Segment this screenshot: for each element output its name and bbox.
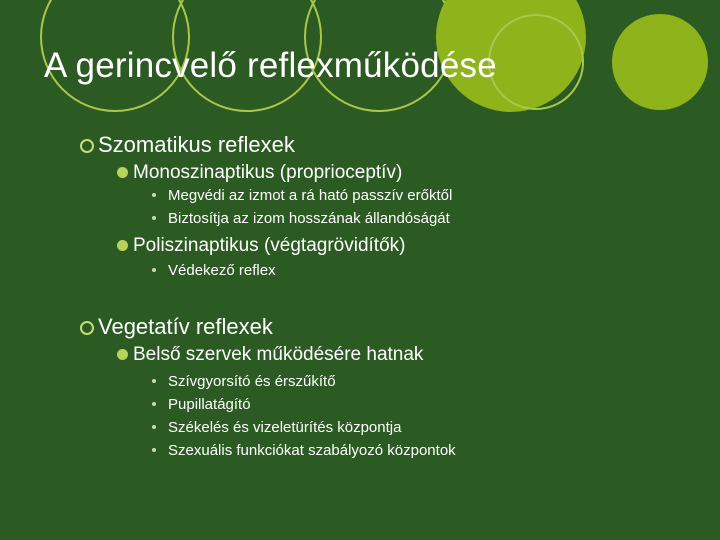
point-text: Szívgyorsító és érszűkítő <box>168 373 336 390</box>
bullet-icon <box>152 425 156 429</box>
subitem-heading <box>117 162 402 184</box>
bullet-icon <box>152 402 156 406</box>
dot-bullet-icon <box>117 349 128 360</box>
decor-circle-outline <box>488 14 584 110</box>
point-text: Biztosítja az izom hosszának állandóságát <box>168 210 450 227</box>
bullet-icon <box>152 379 156 383</box>
point-text: Pupillatágító <box>168 396 251 413</box>
point-text: Szexuális funkciókat szabályozó központok <box>168 442 456 459</box>
decor-circle-filled <box>612 14 708 110</box>
bullet-icon <box>152 216 156 220</box>
list-item <box>152 442 456 459</box>
list-item <box>152 373 336 390</box>
subitem-label: Belső szervek működésére hatnak <box>133 344 424 365</box>
section-label: Szomatikus reflexek <box>98 132 295 157</box>
slide-title: A gerincvelő reflexműködése <box>44 46 497 85</box>
list-item <box>152 396 251 413</box>
list-item <box>152 262 276 279</box>
ring-bullet-icon <box>80 139 94 153</box>
subitem-label: Poliszinaptikus (végtagrövidítők) <box>133 235 406 256</box>
list-item <box>152 187 452 204</box>
subitem-heading <box>117 235 405 257</box>
section-label: Vegetatív reflexek <box>98 314 273 339</box>
ring-bullet-icon <box>80 321 94 335</box>
bullet-icon <box>152 268 156 272</box>
bullet-icon <box>152 448 156 452</box>
point-text: Székelés és vizeletürítés központja <box>168 419 402 436</box>
dot-bullet-icon <box>117 167 128 178</box>
bullet-icon <box>152 193 156 197</box>
subitem-label: Monoszinaptikus (proprioceptív) <box>133 162 403 183</box>
subitem-heading <box>117 344 423 366</box>
section-heading <box>80 132 295 158</box>
section-heading <box>80 314 273 340</box>
point-text: Megvédi az izmot a rá ható passzív erőktől <box>168 187 453 204</box>
list-item <box>152 210 450 227</box>
list-item <box>152 419 401 436</box>
point-text: Védekező reflex <box>168 262 276 279</box>
dot-bullet-icon <box>117 240 128 251</box>
